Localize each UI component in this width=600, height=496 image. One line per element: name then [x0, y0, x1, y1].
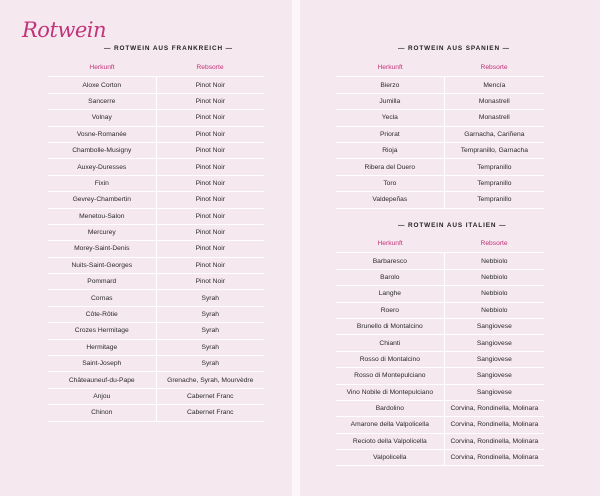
cell-rebsorte: Pinot Noir: [156, 142, 264, 158]
cell-rebsorte: Pinot Noir: [156, 192, 264, 208]
table-frankreich: [48, 58, 264, 422]
cell-herkunft: Valdepeñas: [336, 192, 444, 208]
cell-rebsorte: Tempranillo: [444, 159, 544, 175]
cell-herkunft: Jumilla: [336, 93, 444, 109]
cell-rebsorte: Corvina, Rondinella, Molinara: [444, 450, 544, 466]
cell-herkunft: Menetou-Salon: [48, 208, 156, 224]
table-row: [48, 405, 264, 421]
cell-herkunft: Sancerre: [48, 93, 156, 109]
cell-herkunft: Rioja: [336, 142, 444, 158]
cell-herkunft: Yecla: [336, 110, 444, 126]
table-row: [336, 302, 544, 318]
cell-rebsorte: Corvina, Rondinella, Molinara: [444, 400, 544, 416]
cell-rebsorte: Pinot Noir: [156, 110, 264, 126]
cell-rebsorte: Monastrell: [444, 110, 544, 126]
cell-rebsorte: Pinot Noir: [156, 241, 264, 257]
table-row: [336, 335, 544, 351]
cell-rebsorte: Corvina, Rondinella, Molinara: [444, 433, 544, 449]
column-header-herkunft: Herkunft: [336, 234, 444, 253]
cell-rebsorte: Tempranillo: [444, 175, 544, 191]
table-row: [48, 241, 264, 257]
cell-herkunft: Priorat: [336, 126, 444, 142]
table-row: [336, 400, 544, 416]
cell-rebsorte: Syrah: [156, 290, 264, 306]
table-row: [48, 159, 264, 175]
cell-herkunft: Toro: [336, 175, 444, 191]
cell-rebsorte: Cabernet Franc: [156, 405, 264, 421]
table-row: [48, 126, 264, 142]
column-header-rebsorte: Rebsorte: [156, 58, 264, 77]
cell-herkunft: Gevrey-Chambertin: [48, 192, 156, 208]
cell-herkunft: Vosne-Romanée: [48, 126, 156, 142]
cell-rebsorte: Mencía: [444, 77, 544, 93]
cell-rebsorte: Nebbiolo: [444, 302, 544, 318]
table-row: [336, 318, 544, 334]
table-row: [48, 388, 264, 404]
cell-herkunft: Cornas: [48, 290, 156, 306]
cell-rebsorte: Cabernet Franc: [156, 388, 264, 404]
cell-rebsorte: Corvina, Rondinella, Molinara: [444, 417, 544, 433]
cell-herkunft: Brunello di Montalcino: [336, 318, 444, 334]
table-row: [336, 368, 544, 384]
table-row: [48, 93, 264, 109]
cell-herkunft: Rosso di Montalcino: [336, 351, 444, 367]
cell-rebsorte: Pinot Noir: [156, 93, 264, 109]
cell-herkunft: Langhe: [336, 286, 444, 302]
cell-herkunft: Aloxe Corton: [48, 77, 156, 93]
cell-herkunft: Valpolicella: [336, 450, 444, 466]
table-row: [336, 192, 544, 208]
table-row: [48, 323, 264, 339]
table-row: [48, 77, 264, 93]
cell-rebsorte: Syrah: [156, 306, 264, 322]
table-row: [48, 356, 264, 372]
cell-herkunft: Fixin: [48, 175, 156, 191]
cell-herkunft: Chianti: [336, 335, 444, 351]
table-row: [336, 433, 544, 449]
cell-rebsorte: Sangiovese: [444, 351, 544, 367]
cell-rebsorte: Garnacha, Cariñena: [444, 126, 544, 142]
cell-rebsorte: Pinot Noir: [156, 159, 264, 175]
cell-rebsorte: Pinot Noir: [156, 224, 264, 240]
cell-rebsorte: Grenache, Syrah, Mourvèdre: [156, 372, 264, 388]
cell-rebsorte: Pinot Noir: [156, 208, 264, 224]
cell-herkunft: Chinon: [48, 405, 156, 421]
table-row: [336, 269, 544, 285]
cell-herkunft: Crozes Hermitage: [48, 323, 156, 339]
page-gutter: [292, 0, 300, 496]
table-row: [48, 192, 264, 208]
cell-herkunft: Ribera del Duero: [336, 159, 444, 175]
table-header-row: [48, 58, 264, 77]
cell-herkunft: Anjou: [48, 388, 156, 404]
table-row: [336, 175, 544, 191]
table-row: [48, 175, 264, 191]
cell-rebsorte: Nebbiolo: [444, 269, 544, 285]
cell-herkunft: Recioto della Valpolicella: [336, 433, 444, 449]
cell-rebsorte: Sangiovese: [444, 318, 544, 334]
table-row: [48, 339, 264, 355]
cell-herkunft: Vino Nobile di Montepulciano: [336, 384, 444, 400]
cell-herkunft: Chambolle-Musigny: [48, 142, 156, 158]
cell-herkunft: Barbaresco: [336, 253, 444, 269]
column-header-rebsorte: Rebsorte: [444, 234, 544, 253]
heading-italien: — ROTWEIN AUS ITALIEN —: [398, 222, 507, 229]
cell-herkunft: Roero: [336, 302, 444, 318]
column-header-rebsorte: Rebsorte: [444, 58, 544, 77]
cell-rebsorte: Syrah: [156, 339, 264, 355]
cell-rebsorte: Sangiovese: [444, 384, 544, 400]
table-row: [48, 274, 264, 290]
heading-frankreich: — ROTWEIN AUS FRANKREICH —: [104, 45, 233, 52]
table-row: [48, 110, 264, 126]
table-row: [336, 384, 544, 400]
cell-rebsorte: Sangiovese: [444, 368, 544, 384]
cell-rebsorte: Pinot Noir: [156, 274, 264, 290]
cell-rebsorte: Tempranillo: [444, 192, 544, 208]
cell-herkunft: Mercurey: [48, 224, 156, 240]
table-row: [336, 351, 544, 367]
cell-herkunft: Morey-Saint-Denis: [48, 241, 156, 257]
table-row: [336, 126, 544, 142]
cell-herkunft: Amarone della Valpolicella: [336, 417, 444, 433]
heading-spanien: — ROTWEIN AUS SPANIEN —: [398, 45, 510, 52]
cell-herkunft: Barolo: [336, 269, 444, 285]
table-row: [48, 372, 264, 388]
cell-herkunft: Saint-Joseph: [48, 356, 156, 372]
table-row: [336, 286, 544, 302]
cell-herkunft: Bierzo: [336, 77, 444, 93]
cell-rebsorte: Pinot Noir: [156, 126, 264, 142]
table-row: [336, 450, 544, 466]
table-row: [48, 142, 264, 158]
column-header-herkunft: Herkunft: [336, 58, 444, 77]
cell-herkunft: Hermitage: [48, 339, 156, 355]
cell-rebsorte: Nebbiolo: [444, 286, 544, 302]
cell-rebsorte: Pinot Noir: [156, 257, 264, 273]
table-row: [336, 159, 544, 175]
cell-herkunft: Bardolino: [336, 400, 444, 416]
cell-herkunft: Côte-Rôtie: [48, 306, 156, 322]
cell-herkunft: Auxey-Duresses: [48, 159, 156, 175]
cell-rebsorte: Pinot Noir: [156, 77, 264, 93]
table-row: [336, 253, 544, 269]
cell-rebsorte: Pinot Noir: [156, 175, 264, 191]
table-row: [48, 224, 264, 240]
cell-rebsorte: Syrah: [156, 323, 264, 339]
cell-rebsorte: Nebbiolo: [444, 253, 544, 269]
table-spanien: [336, 58, 544, 209]
table-header-row: [336, 234, 544, 253]
table-header-row: [336, 58, 544, 77]
table-row: [336, 77, 544, 93]
table-italien: [336, 234, 544, 466]
cell-herkunft: Châteauneuf-du-Pape: [48, 372, 156, 388]
column-header-herkunft: Herkunft: [48, 58, 156, 77]
table-row: [48, 257, 264, 273]
table-row: [336, 110, 544, 126]
cell-rebsorte: Syrah: [156, 356, 264, 372]
table-row: [48, 306, 264, 322]
table-row: [336, 93, 544, 109]
table-row: [336, 142, 544, 158]
cell-herkunft: Pommard: [48, 274, 156, 290]
cell-herkunft: Rosso di Montepulciano: [336, 368, 444, 384]
cell-rebsorte: Sangiovese: [444, 335, 544, 351]
table-row: [48, 208, 264, 224]
page-title: Rotwein: [22, 18, 107, 42]
table-row: [48, 290, 264, 306]
cell-herkunft: Volnay: [48, 110, 156, 126]
table-row: [336, 417, 544, 433]
cell-rebsorte: Tempranillo, Garnacha: [444, 142, 544, 158]
cell-herkunft: Nuits-Saint-Georges: [48, 257, 156, 273]
cell-rebsorte: Monastrell: [444, 93, 544, 109]
